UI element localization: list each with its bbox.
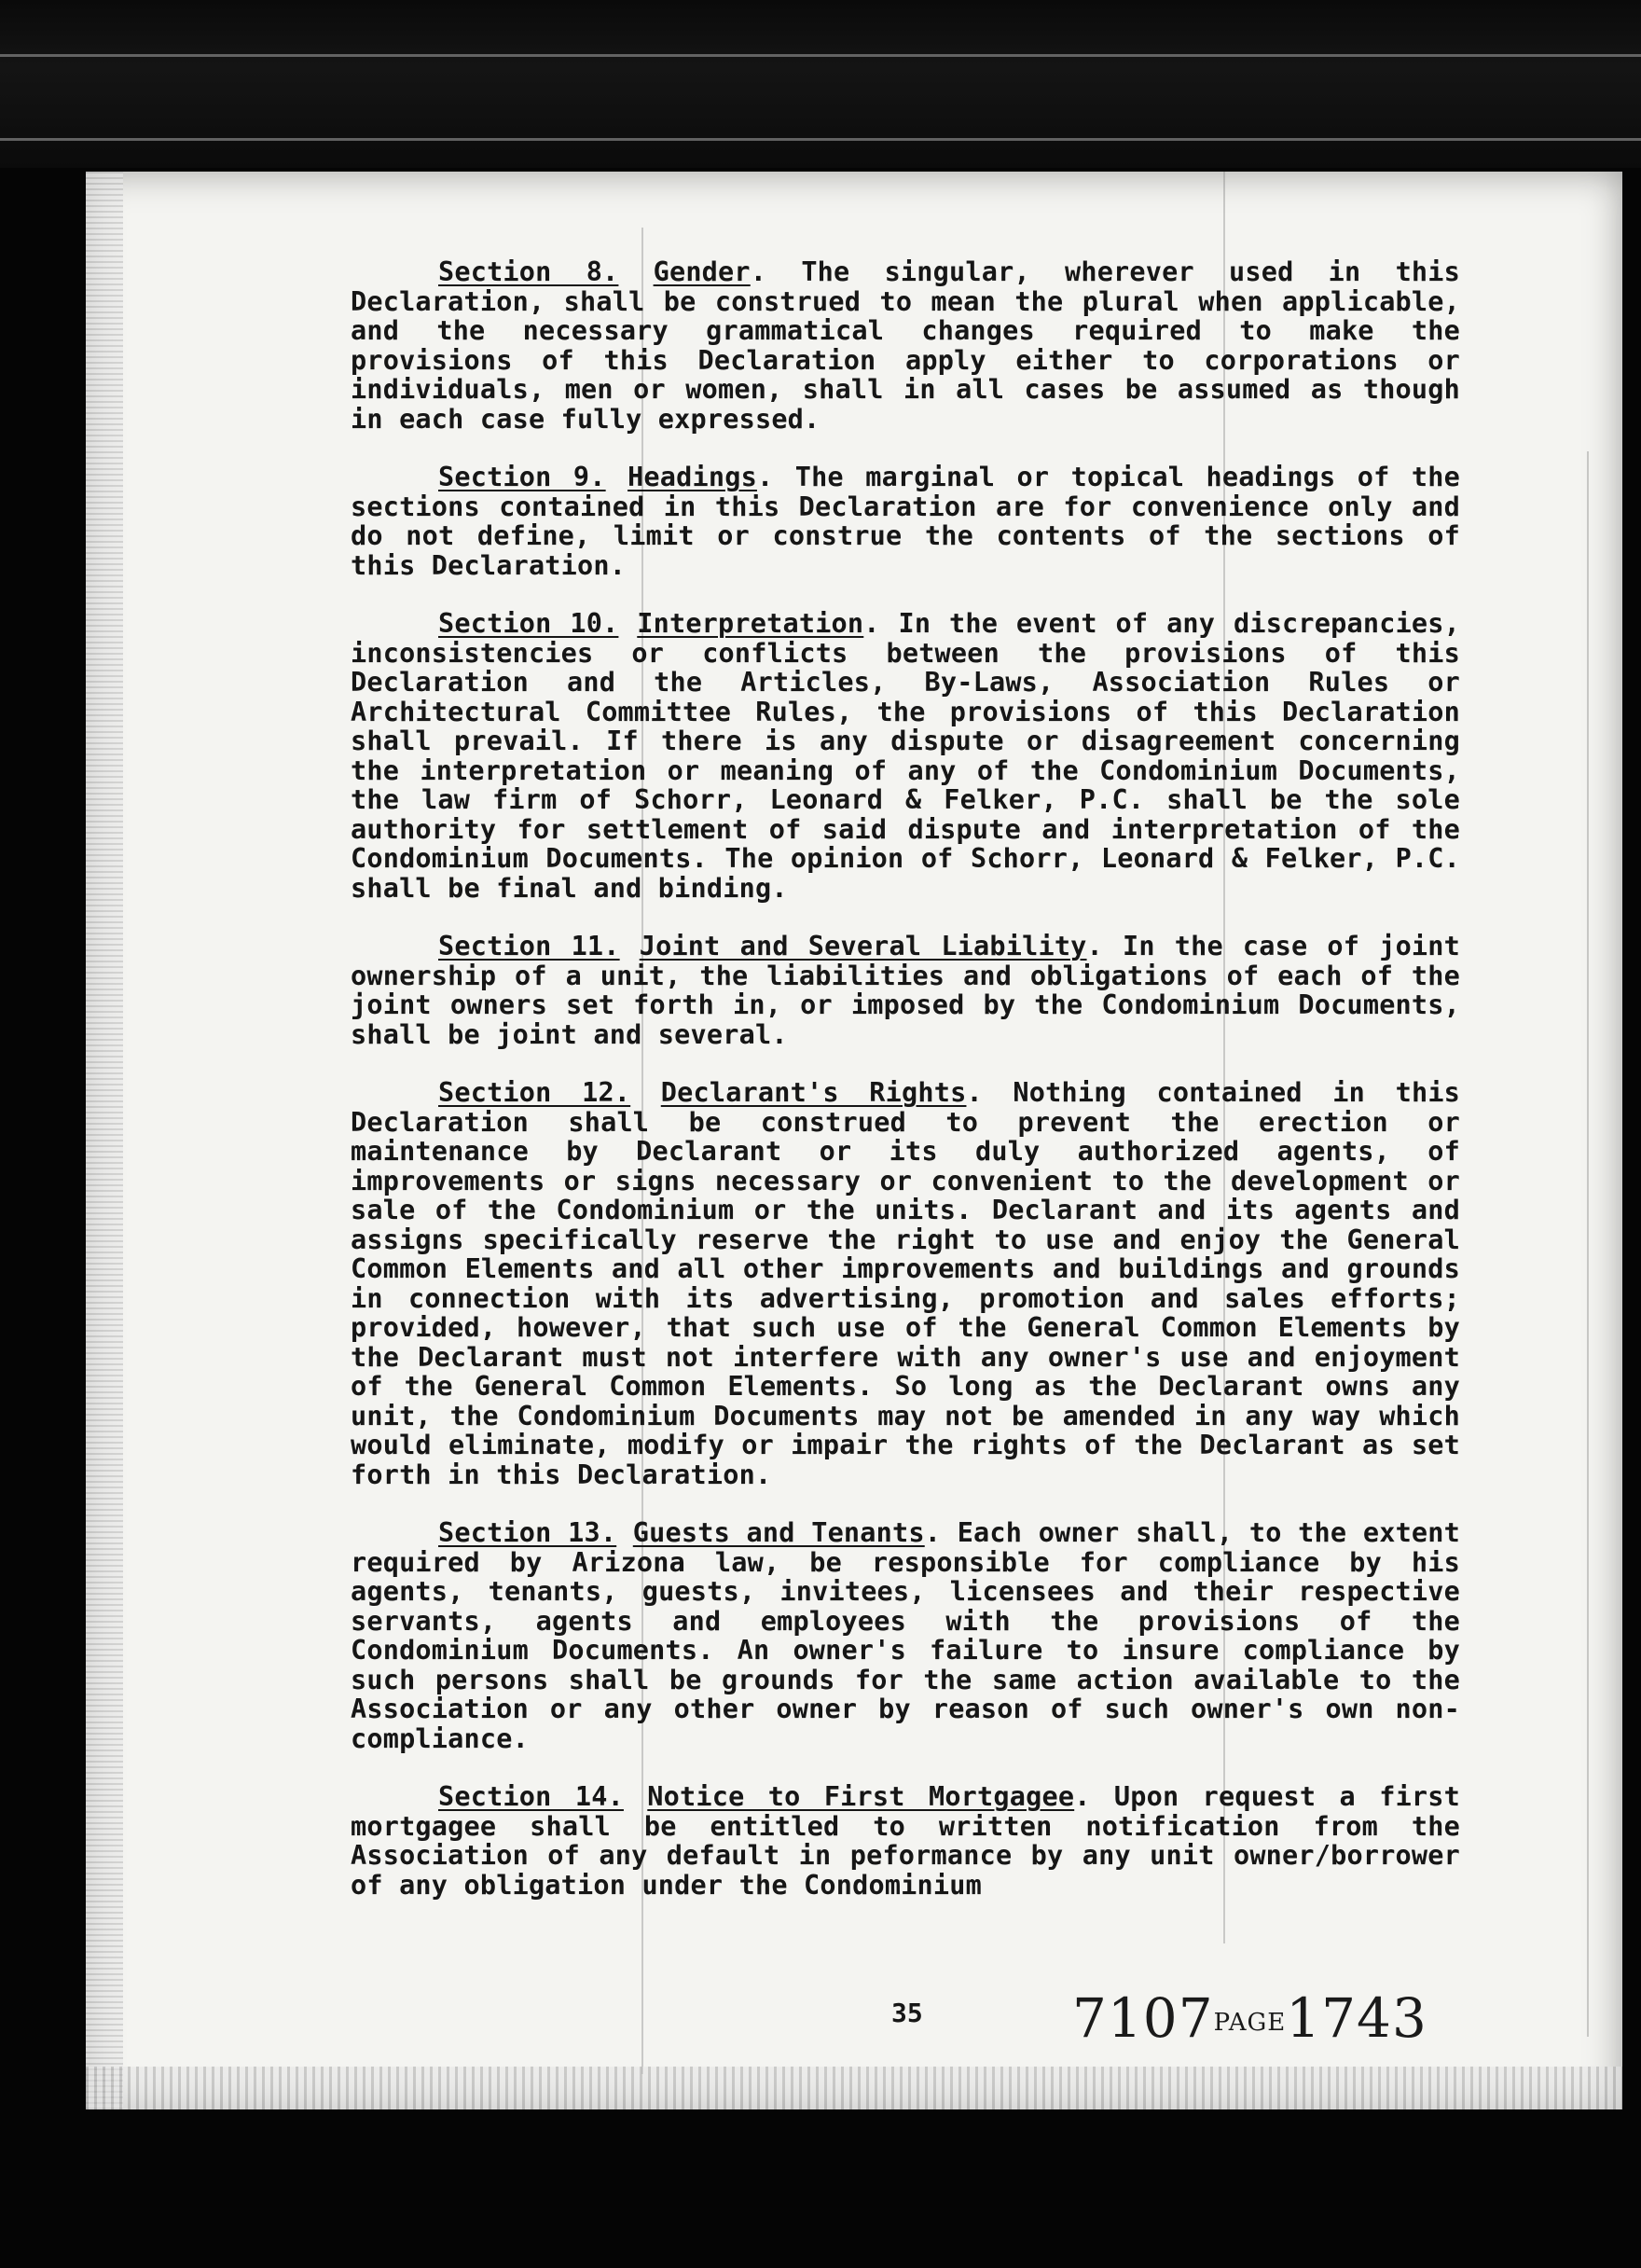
section-number: Section 14. [438, 1781, 624, 1812]
section-14: Section 14. Notice to First Mortgagee. Upon request a first mortgagee shall be entitled to written notification from the Association of any default in peformance by any unit owner/borrower of any obligation under the Condominium [351, 1781, 1461, 1901]
document-body [351, 257, 1460, 1929]
section-number: Section 9. [438, 462, 606, 492]
section-body: Each owner shall, to the extent required by Arizona law, be responsible for compliance by his agents, tenants, guests, invitees, licensees and their respective servants, agents and employees with the provisions of the Condominium Documents. An owner's failure to insure compliance by such persons shall be grounds for the same action available to the Association or any other owner by reason of such owner's own non-compliance. [351, 1517, 1461, 1754]
section-heading: Interpretation [637, 608, 864, 639]
section-body: In the case of joint ownership of a unit, the liabilities and obligations of each of the joint owners set forth in, or imposed by the Condominium Documents, shall be joint and several. [351, 931, 1460, 1050]
section-number: Section 8. [438, 256, 619, 287]
section-10: Section 10. Interpretation. In the event of any discrepancies, inconsistencies or conflicts between the provisions of this Declaration and the Articles, By-Laws, Association Rules or Architectural Committee Rules, the provisions of this Declaration shall prevail. If there is any dispute or disagreement concerning the interpretation or meaning of any of the Condominium Documents, the law firm of Schorr, Leonard & Felker, P.C. shall be the sole authority for settlement of said dispute and interpretation of the Condominium Documents. The opinion of Schorr, Leonard & Felker, P.C. shall be final and binding. [351, 608, 1460, 904]
section-heading: Joint and Several Liability [639, 931, 1087, 961]
section-heading: Guests and Tenants [632, 1517, 925, 1548]
section-11: Section 11. Joint and Several Liability. In the case of joint ownership of a unit, the liabilities and obligations of each of the joint owners set forth in, or imposed by the Condominium Documents, shall be joint and several. [351, 931, 1460, 1050]
section-body: The singular, wherever used in this Declaration, shall be construed to mean the plural when applicable, and the necessary grammatical changes required to make the provisions of this Declaration apply either to corporations or individuals, men or women, shall in all cases be assumed as though in each case fully expressed. [351, 256, 1460, 435]
scan-line [0, 138, 1641, 141]
page-number: 35 [891, 1998, 923, 2028]
section-12: Section 12. Declarant's Rights. Nothing contained in this Declaration shall be construed to prevent the erection or maintenance by Declarant or its duly authorized agents, of improvements or signs necessary or convenient to the development or sale of the Condominium or the units. Declarant and its agents and assigns specifically reserve the right to use and enjoy the General Common Elements and all other improvements and buildings and grounds in connection with its advertising, promotion and sales efforts; provided, however, that such use of the General Common Elements by the Declarant must not interfere with any owner's use and enjoyment of the General Common Elements. So long as the Declarant owns any unit, the Condominium Documents may not be amended in any way which would eliminate, modify or impair the rights of the Declarant as set forth in this Declaration. [351, 1077, 1461, 1490]
section-number: Section 12. [438, 1077, 631, 1108]
page-footer [0, 1986, 1641, 2061]
recording-stamp [1072, 1986, 1427, 2050]
section-heading: Gender [653, 256, 751, 287]
section-body: Upon request a first mortgagee shall be entitled to written notification from the Association of any default in peformance by any unit owner/borrower of any obligation under the Condominium [351, 1781, 1461, 1901]
scan-top-border [0, 0, 1641, 168]
scan-streak [1587, 451, 1589, 2037]
section-number: Section 13. [438, 1517, 617, 1548]
stamp-page: 1743 [1286, 1986, 1427, 2050]
section-heading: Declarant's Rights [660, 1077, 967, 1108]
section-body: The marginal or topical headings of the sections contained in this Declaration are for convenience only and do not define, limit or construe the contents of the sections of this Declaration. [351, 462, 1461, 581]
section-8: Section 8. Gender. The singular, wherever used in this Declaration, shall be construed to mean the plural when applicable, and the necessary grammatical changes required to make the provisions of this Declaration apply either to corporations or individuals, men or women, shall in all cases be assumed as though in each case fully expressed. [351, 256, 1460, 435]
section-13: Section 13. Guests and Tenants. Each owner shall, to the extent required by Arizona law, be responsible for compliance by his agents, tenants, guests, invitees, licensees and their respective servants, agents and employees with the provisions of the Condominium Documents. An owner's failure to insure compliance by such persons shall be grounds for the same action available to the Association or any other owner by reason of such owner's own non-compliance. [351, 1517, 1461, 1754]
stamp-docket: 7107 [1072, 1986, 1214, 2050]
section-heading: Notice to First Mortgagee [647, 1781, 1075, 1812]
stamp-page-label: PAGE [1213, 2008, 1287, 2037]
section-number: Section 10. [438, 608, 619, 639]
section-9: Section 9. Headings. The marginal or topical headings of the sections contained in this Declaration are for convenience only and do not define, limit or construe the contents of the sections of this Declaration. [351, 462, 1461, 581]
section-heading: Headings [627, 462, 757, 492]
section-number: Section 11. [438, 931, 620, 961]
section-body: Nothing contained in this Declaration shall be construed to prevent the erection or maintenance by Declarant or its duly authorized agents, of improvements or signs necessary or convenient to the development or sale of the Condominium or the units. Declarant and its agents and assigns specifically reserve the right to use and enjoy the General Common Elements and all other improvements and buildings and grounds in connection with its advertising, promotion and sales efforts; provided, however, that such use of the General Common Elements by the Declarant must not interfere with any owner's use and enjoyment of the General Common Elements. So long as the Declarant owns any unit, the Condominium Documents may not be amended in any way which would eliminate, modify or impair the rights of the Declarant as set forth in this Declaration. [351, 1077, 1461, 1490]
scan-line [0, 54, 1641, 57]
section-body: In the event of any discrepancies, inconsistencies or conflicts between the provisions of this Declaration and the Articles, By-Laws, Association Rules or Architectural Committee Rules, the provisions of this Declaration shall prevail. If there is any dispute or disagreement concerning the interpretation or meaning of any of the Condominium Documents, the law firm of Schorr, Leonard & Felker, P.C. shall be the sole authority for settlement of said dispute and interpretation of the Condominium Documents. The opinion of Schorr, Leonard & Felker, P.C. shall be final and binding. [351, 608, 1460, 904]
